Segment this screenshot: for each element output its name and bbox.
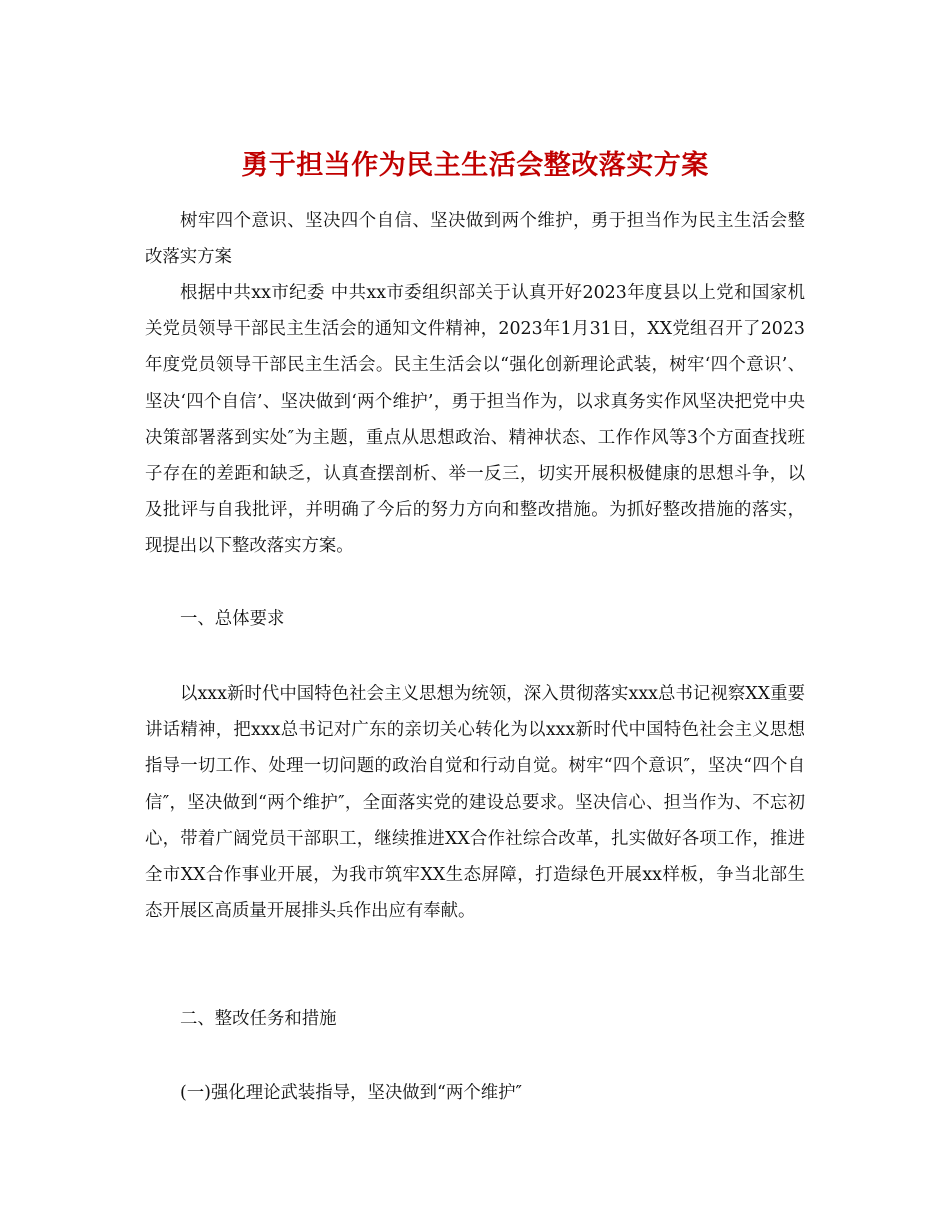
section-heading-general-requirements: 一、总体要求 <box>180 609 285 629</box>
section-heading-tasks-measures: 二、整改任务和措施 <box>180 1009 337 1029</box>
intro-paragraph: 树牢四个意识、坚决四个自信、坚决做到两个维护，勇于担当作为民主生活会整改落实方案 <box>145 211 805 268</box>
subsection-heading-theory: (一)强化理论武装指导，坚决做到“两个维护″ <box>180 1083 522 1103</box>
general-requirements-paragraph: 以xxx新时代中国特色社会主义思想为统领，深入贯彻落实xxx总书记视察XX重要讲话精神，把xxx总书记对广东的亲切关心转化为以xxx新时代中国特色社会主义思想指导一切工作、处理一切问题的政治自觉和行动自觉。树牢“四个意识″，坚决“四个自信″，坚决做到“两个维护″，全面落实党的建设总要求。坚决信心、担当作为、不忘初心，带着广阔党员干部职工，继续推进XX合作社综合改革，扎实做好各项工作，推进全市XX合作事业开展，为我市筑牢XX生态屏障，打造绿色开展xx样板，争当北部生态开展区高质量开展排头兵作出应有奉献。 <box>145 684 805 922</box>
basis-paragraph: 根据中共xx市纪委 中共xx市委组织部关于认真开好2023年度县以上党和国家机关党员领导干部民主生活会的通知文件精神，2023年1月31日，XX党组召开了2023年度党员领导干部民主生活会。民主生活会以“强化创新理论武装，树牢‘四个意识’、坚决‘四个自信’、坚决做到‘两个维护’，勇于担当作为，以求真务实作风坚决把党中央决策部署落到实处″为主题，重点从思想政治、精神状态、工作作风等3个方面查找班子存在的差距和缺乏，认真查摆剖析、举一反三，切实开展积极健康的思想斗争，以及批评与自我批评，并明确了今后的努力方向和整改措施。为抓好整改措施的落实，现提出以下整改落实方案。 <box>145 283 805 557</box>
document-title: 勇于担当作为民主生活会整改落实方案 <box>241 150 709 182</box>
